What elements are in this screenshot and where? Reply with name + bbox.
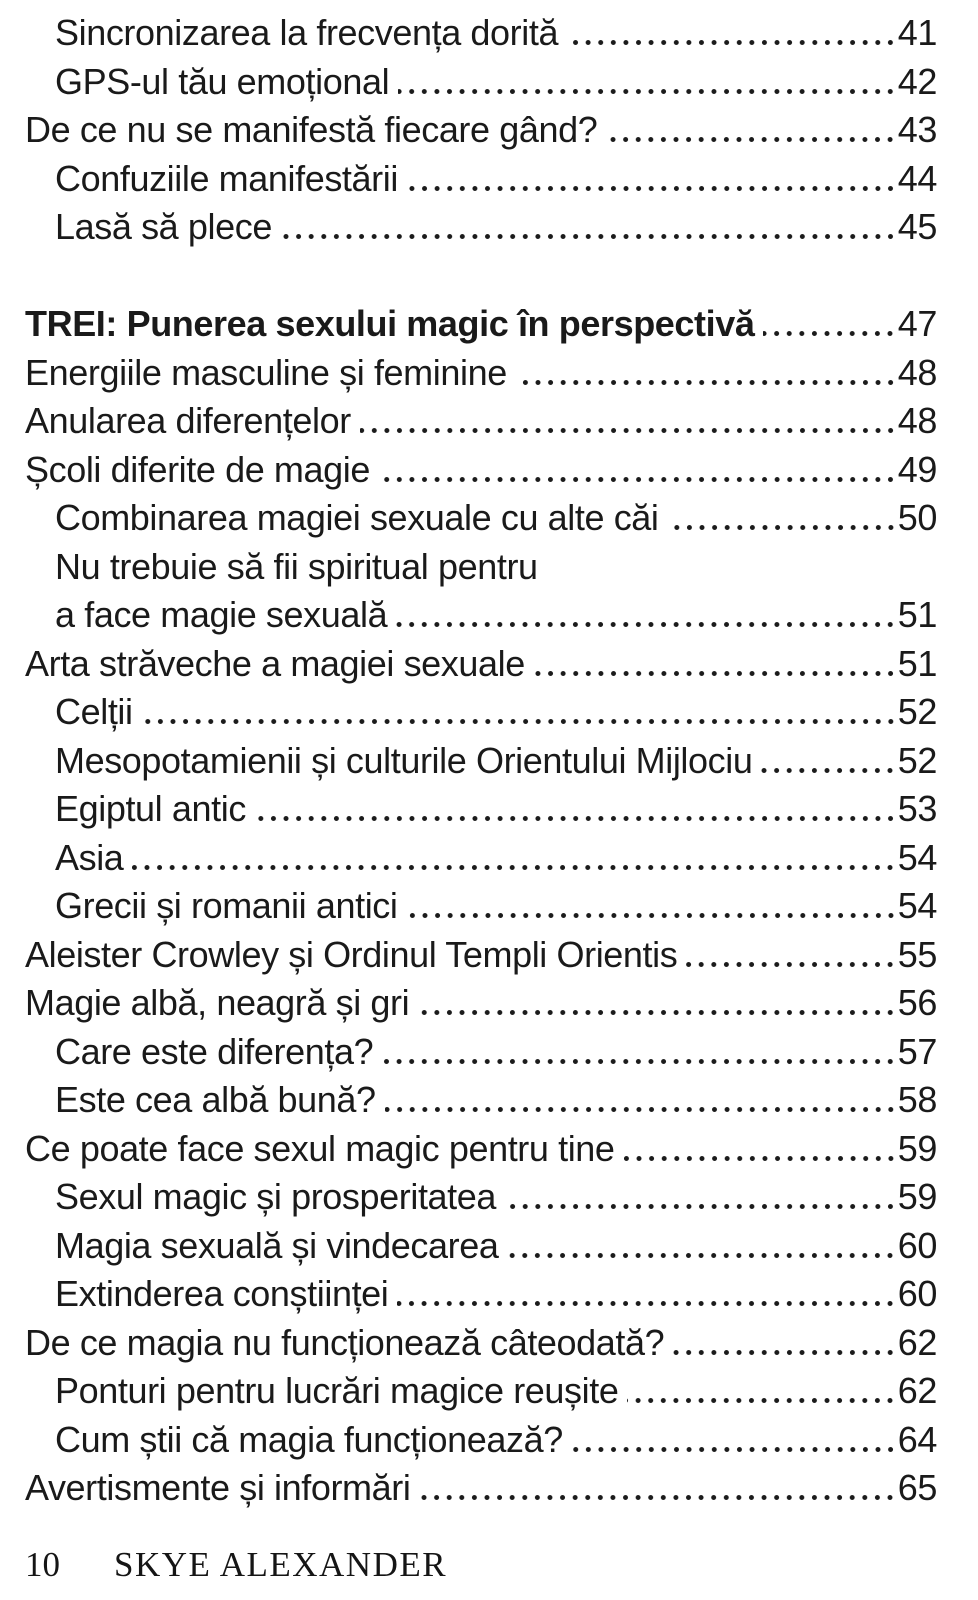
toc-entry-label: Avertismente și informări — [25, 1467, 411, 1508]
toc-entry[interactable] — [25, 1028, 937, 1077]
toc-entry[interactable] — [25, 1464, 937, 1513]
toc-entry-label: Sincronizarea la frecvența dorită — [55, 12, 559, 53]
toc-entry[interactable] — [25, 1125, 937, 1174]
toc-entry[interactable] — [25, 834, 937, 883]
toc-chapter-entry[interactable] — [25, 300, 937, 349]
toc-entry[interactable] — [25, 640, 937, 689]
dot-leader — [534, 671, 897, 676]
toc-entry-page-number: 45 — [897, 206, 937, 247]
dot-leader — [398, 89, 897, 94]
toc-entry-label: a face magie sexuală — [55, 594, 388, 635]
toc-entry-label: Lasă să plece — [55, 206, 272, 247]
toc-entry-page-number: 52 — [897, 739, 937, 781]
dot-leader — [418, 1010, 897, 1015]
toc-entry[interactable] — [25, 1270, 937, 1319]
toc-entry[interactable] — [25, 106, 937, 155]
dot-leader — [505, 1204, 897, 1209]
toc-entry-label: TREI: Punerea sexului magic în perspectivă — [25, 303, 755, 344]
toc-entry[interactable] — [25, 1222, 937, 1271]
toc-entry-label: Mesopotamienii și culturile Orientului Mijlociu — [55, 739, 753, 781]
toc-entry-label: Magia sexuală și vindecarea — [55, 1224, 499, 1266]
toc-entry[interactable] — [25, 688, 937, 737]
toc-entry-label: De ce nu se manifestă fiecare gând? — [25, 109, 598, 150]
toc-entry-label: Școli diferite de magie — [25, 448, 370, 490]
toc-entry-page-number: 59 — [897, 1176, 937, 1217]
toc-entry[interactable] — [25, 203, 937, 252]
toc-entry-page-number: 43 — [897, 109, 937, 150]
toc-entry[interactable] — [25, 446, 937, 495]
toc-entry-label: Grecii și romanii antici — [55, 885, 398, 926]
toc-entry-page-number: 51 — [897, 594, 937, 635]
toc-entry-page-number: 58 — [897, 1079, 937, 1120]
dot-leader — [360, 428, 897, 433]
toc-entry-label: Nu trebuie să fii spiritual pentru — [55, 545, 538, 587]
toc-entry[interactable] — [25, 58, 937, 107]
toc-entry[interactable] — [25, 155, 937, 204]
toc-entry-page-number: 41 — [897, 12, 937, 53]
dot-leader — [627, 1398, 896, 1403]
toc-list — [25, 9, 937, 1513]
toc-entry[interactable] — [25, 737, 937, 786]
toc-entry-label: Celții — [55, 691, 133, 732]
toc-entry-page-number: 54 — [897, 885, 937, 926]
toc-entry-label: Anularea diferențelor — [25, 400, 351, 441]
toc-entry[interactable] — [25, 397, 937, 446]
dot-leader — [419, 1495, 896, 1500]
dot-leader — [507, 1253, 896, 1258]
toc-section-spacer — [25, 252, 937, 301]
dot-leader — [606, 137, 896, 142]
toc-entry-label: Aleister Crowley și Ordinul Templi Orientis — [25, 933, 678, 975]
toc-entry[interactable] — [25, 9, 937, 58]
toc-entry-page-number: 48 — [897, 351, 937, 393]
dot-leader — [407, 186, 897, 191]
dot-leader — [407, 913, 897, 918]
page-footer — [25, 1541, 937, 1589]
dot-leader — [397, 1301, 896, 1306]
toc-entry-label: Extinderea conștiinței — [55, 1273, 389, 1314]
toc-entry-page-number: 44 — [897, 157, 937, 199]
dot-leader — [624, 1156, 897, 1161]
toc-entry[interactable] — [25, 349, 937, 398]
toc-entry-page-number: 52 — [897, 691, 937, 732]
toc-entry-label: Arta străveche a magiei sexuale — [25, 642, 525, 684]
toc-entry-label: Magie albă, neagră și gri — [25, 982, 410, 1023]
toc-entry[interactable] — [25, 979, 937, 1028]
toc-entry-page-number: 65 — [897, 1467, 937, 1508]
folio-page-number: 10 — [25, 1544, 60, 1584]
toc-entry-label: Care este diferența? — [55, 1030, 374, 1072]
dot-leader — [763, 331, 896, 336]
toc-entry-page-number: 62 — [897, 1321, 937, 1363]
dot-leader — [396, 622, 897, 627]
toc-entry-page-number: 42 — [897, 60, 937, 102]
toc-entry-page-number: 62 — [897, 1370, 937, 1411]
toc-entry[interactable] — [25, 931, 937, 980]
toc-entry-label: Ponturi pentru lucrări magice reușite — [55, 1370, 619, 1411]
toc-entry-label: Energiile masculine și feminine — [25, 351, 507, 393]
toc-entry-page-number: 48 — [897, 400, 937, 441]
toc-entry-label: De ce magia nu funcționează câteodată? — [25, 1321, 665, 1363]
dot-leader — [281, 234, 897, 239]
toc-entry-page-number: 51 — [897, 642, 937, 684]
toc-entry[interactable] — [25, 785, 937, 834]
toc-entry-label: Este cea albă bună? — [55, 1079, 376, 1120]
toc-entry-page-number: 54 — [897, 836, 937, 878]
toc-entry-label: Combinarea magiei sexuale cu alte căi — [55, 497, 659, 538]
toc-entry-page-number: 59 — [897, 1127, 937, 1169]
toc-entry[interactable] — [25, 882, 937, 931]
dot-leader — [686, 962, 896, 967]
toc-entry-page-number: 60 — [897, 1224, 937, 1266]
toc-entry-label: GPS-ul tău emoțional — [55, 60, 390, 102]
toc-entry[interactable] — [25, 494, 937, 543]
toc-entry-label: Cum știi că magia funcționează? — [55, 1418, 563, 1460]
toc-entry-label: Ce poate face sexul magic pentru tine — [25, 1127, 615, 1169]
toc-entry-page-number: 50 — [897, 497, 937, 538]
dot-leader — [379, 477, 897, 482]
toc-entry[interactable] — [25, 543, 937, 592]
toc-entry[interactable] — [25, 1367, 937, 1416]
toc-entry-page-number: 64 — [897, 1418, 937, 1460]
toc-entry-label: Egiptul antic — [55, 788, 246, 829]
dot-leader — [255, 816, 897, 821]
toc-entry[interactable] — [25, 591, 937, 640]
dot-leader — [567, 40, 897, 45]
dot-leader — [142, 719, 897, 724]
dot-leader — [385, 1107, 897, 1112]
toc-entry[interactable] — [25, 1416, 937, 1465]
toc-entry-page-number: 55 — [897, 933, 937, 975]
toc-entry-page-number: 49 — [897, 448, 937, 490]
dot-leader — [761, 768, 896, 773]
toc-entry-label: Confuziile manifestării — [55, 157, 398, 199]
toc-entry-label: Sexul magic și prosperitatea — [55, 1176, 497, 1217]
toc-entry-page-number: 60 — [897, 1273, 937, 1314]
toc-entry[interactable] — [25, 1076, 937, 1125]
dot-leader — [382, 1059, 897, 1064]
running-title: SKYE ALEXANDER — [114, 1544, 448, 1584]
toc-entry-label: Asia — [55, 836, 124, 878]
dot-leader — [668, 525, 897, 530]
dot-leader — [516, 380, 897, 385]
toc-entry-page-number: 56 — [897, 982, 937, 1023]
toc-entry-page-number: 47 — [897, 303, 937, 344]
toc-entry-page-number: 53 — [897, 788, 937, 829]
dot-leader — [132, 865, 896, 870]
toc-entry[interactable] — [25, 1173, 937, 1222]
dot-leader — [572, 1447, 897, 1452]
toc-entry-page-number: 57 — [897, 1030, 937, 1072]
toc-entry[interactable] — [25, 1319, 937, 1368]
dot-leader — [673, 1350, 896, 1355]
